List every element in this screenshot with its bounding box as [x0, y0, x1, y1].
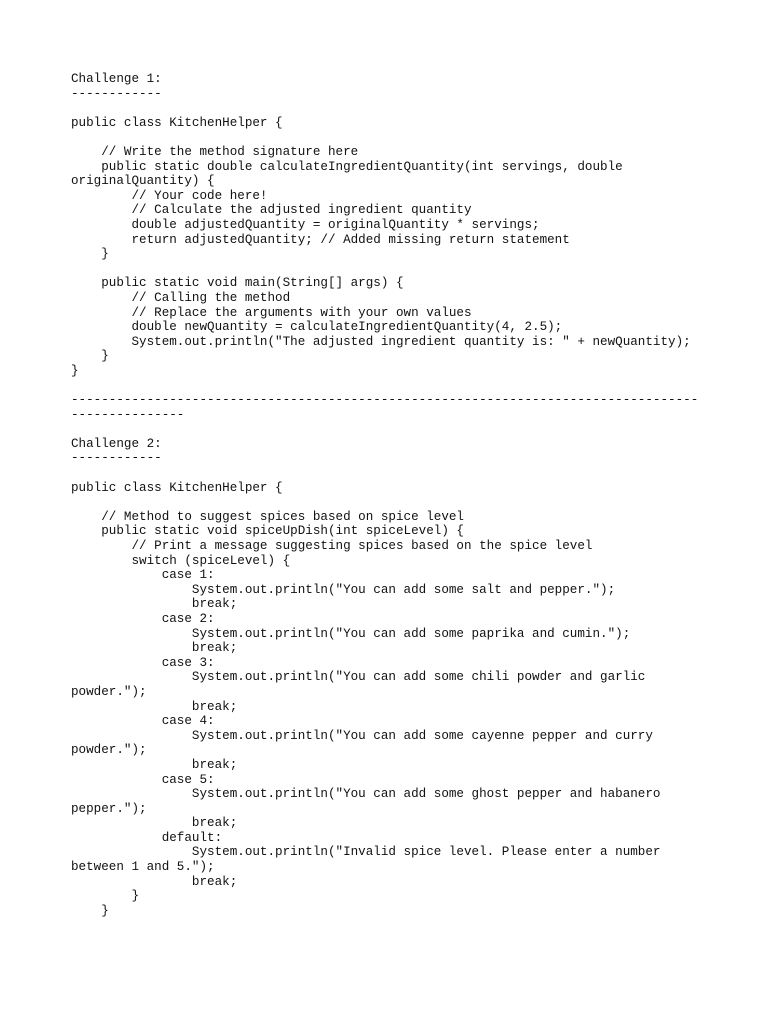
- code-line: }: [71, 903, 109, 918]
- challenge-2-code-block: [71, 481, 711, 919]
- code-line: System.out.println("Invalid spice level. Please enter a number: [71, 845, 661, 860]
- code-line: break;: [71, 699, 238, 714]
- code-line: System.out.println("You can add some salt and pepper.");: [71, 582, 616, 597]
- spacer: [71, 378, 711, 393]
- code-line: between 1 and 5.");: [71, 860, 215, 875]
- code-line: }: [71, 247, 109, 262]
- code-line: return adjustedQuantity; // Added missing return statement: [71, 232, 570, 247]
- code-line: // Print a message suggesting spices based on the spice level: [71, 539, 593, 553]
- spacer: [71, 466, 711, 481]
- code-line: System.out.println("The adjusted ingredient quantity is: " + newQuantity);: [71, 334, 691, 349]
- code-line: powder.");: [71, 743, 147, 758]
- challenge-1-heading: Challenge 1:: [71, 72, 162, 86]
- spacer: [71, 101, 711, 116]
- code-line: System.out.println("You can add some ghost pepper and habanero: [71, 787, 661, 802]
- code-line: System.out.println("You can add some chili powder and garlic: [71, 670, 646, 685]
- code-line: }: [71, 363, 79, 378]
- code-line: // Your code here!: [71, 188, 268, 203]
- code-line: double newQuantity = calculateIngredientQuantity(4, 2.5);: [71, 320, 563, 335]
- code-line: pepper.");: [71, 801, 147, 816]
- code-line: break;: [71, 641, 238, 656]
- code-line: }: [71, 349, 109, 364]
- challenge-2-heading: Challenge 2:: [71, 436, 162, 451]
- code-line: // Method to suggest spices based on spice level: [71, 509, 464, 524]
- code-line: public class KitchenHelper {: [71, 115, 283, 130]
- code-line: [71, 130, 711, 145]
- code-line: // Replace the arguments with your own values: [71, 305, 472, 320]
- challenge-1-underline: ------------: [71, 86, 162, 101]
- document-page: [71, 72, 711, 918]
- code-line: public static void main(String[] args) {: [71, 276, 404, 291]
- challenge-2-underline: ------------: [71, 451, 162, 466]
- code-line: break;: [71, 816, 238, 831]
- code-line: switch (spiceLevel) {: [71, 553, 291, 568]
- code-line: break;: [71, 757, 238, 772]
- code-line: System.out.println("You can add some paprika and cumin.");: [71, 626, 631, 641]
- code-line: [71, 262, 711, 277]
- code-line: case 3:: [71, 655, 215, 670]
- code-line: case 1:: [71, 568, 215, 583]
- challenge-1-code-block: [71, 116, 711, 379]
- code-line: default:: [71, 830, 223, 845]
- code-line: // Write the method signature here: [71, 144, 359, 159]
- code-line: public static double calculateIngredientQuantity(int servings, double: [71, 159, 623, 174]
- code-line: System.out.println("You can add some cayenne pepper and curry: [71, 728, 653, 743]
- section-separator-line-1: -----------------------------------------------------------------------------------: [71, 393, 699, 408]
- code-line: }: [71, 889, 140, 904]
- code-line: break;: [71, 874, 238, 889]
- code-line: break;: [71, 597, 238, 612]
- code-line: originalQuantity) {: [71, 174, 215, 189]
- code-line: // Calling the method: [71, 290, 291, 305]
- code-line: case 4:: [71, 714, 215, 729]
- code-line: case 2:: [71, 611, 215, 626]
- section-separator-line-2: ---------------: [71, 407, 185, 422]
- code-line: double adjustedQuantity = originalQuantity * servings;: [71, 217, 540, 232]
- code-line: // Calculate the adjusted ingredient quantity: [71, 203, 472, 218]
- code-line: case 5:: [71, 772, 215, 787]
- code-line: public static void spiceUpDish(int spiceLevel) {: [71, 524, 464, 539]
- code-line: [71, 495, 711, 510]
- spacer: [71, 422, 711, 437]
- code-line: public class KitchenHelper {: [71, 480, 283, 495]
- code-line: powder.");: [71, 684, 147, 699]
